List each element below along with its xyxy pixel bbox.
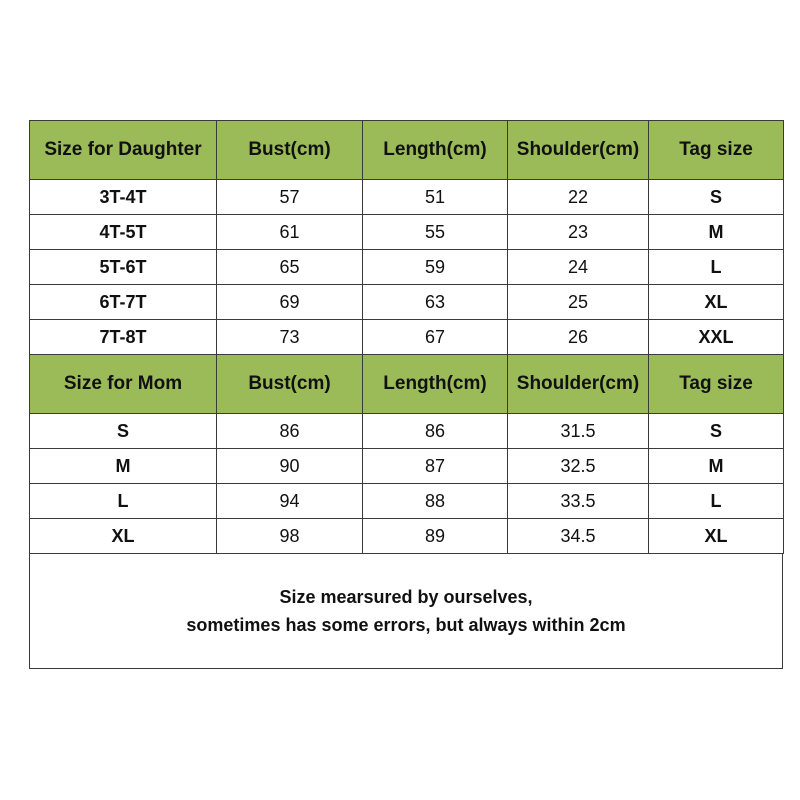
shoulder-cell: 31.5	[508, 414, 649, 449]
tag-size-cell: XL	[649, 519, 784, 554]
shoulder-cell: 32.5	[508, 449, 649, 484]
bust-cell: 61	[217, 215, 363, 250]
header-cell: Bust(cm)	[217, 355, 363, 414]
shoulder-cell: 23	[508, 215, 649, 250]
header-cell: Length(cm)	[363, 121, 508, 180]
bust-cell: 98	[217, 519, 363, 554]
length-cell: 88	[363, 484, 508, 519]
tag-size-cell: S	[649, 180, 784, 215]
table-row	[30, 484, 784, 519]
length-cell: 89	[363, 519, 508, 554]
bust-cell: 69	[217, 285, 363, 320]
mom-header-row	[30, 355, 784, 414]
size-cell: S	[30, 414, 217, 449]
size-chart	[29, 120, 783, 669]
tag-size-cell: M	[649, 215, 784, 250]
tag-size-cell: XL	[649, 285, 784, 320]
header-cell: Tag size	[649, 355, 784, 414]
daughter-header-row	[30, 121, 784, 180]
shoulder-cell: 26	[508, 320, 649, 355]
length-cell: 63	[363, 285, 508, 320]
length-cell: 55	[363, 215, 508, 250]
table-row	[30, 250, 784, 285]
header-cell: Shoulder(cm)	[508, 121, 649, 180]
header-cell: Size for Daughter	[30, 121, 217, 180]
table-row	[30, 180, 784, 215]
length-cell: 87	[363, 449, 508, 484]
size-cell: M	[30, 449, 217, 484]
header-cell: Bust(cm)	[217, 121, 363, 180]
table-row	[30, 285, 784, 320]
length-cell: 59	[363, 250, 508, 285]
tag-size-cell: L	[649, 250, 784, 285]
size-cell: 7T-8T	[30, 320, 217, 355]
tag-size-cell: M	[649, 449, 784, 484]
bust-cell: 73	[217, 320, 363, 355]
header-cell: Tag size	[649, 121, 784, 180]
table-row	[30, 215, 784, 250]
tag-size-cell: L	[649, 484, 784, 519]
shoulder-cell: 24	[508, 250, 649, 285]
shoulder-cell: 34.5	[508, 519, 649, 554]
size-cell: L	[30, 484, 217, 519]
bust-cell: 86	[217, 414, 363, 449]
length-cell: 51	[363, 180, 508, 215]
size-cell: 3T-4T	[30, 180, 217, 215]
length-cell: 67	[363, 320, 508, 355]
shoulder-cell: 33.5	[508, 484, 649, 519]
bust-cell: 65	[217, 250, 363, 285]
header-cell: Size for Mom	[30, 355, 217, 414]
tag-size-cell: S	[649, 414, 784, 449]
bust-cell: 90	[217, 449, 363, 484]
table-row	[30, 414, 784, 449]
size-table	[29, 120, 784, 554]
table-row	[30, 320, 784, 355]
bust-cell: 94	[217, 484, 363, 519]
size-cell: 6T-7T	[30, 285, 217, 320]
shoulder-cell: 22	[508, 180, 649, 215]
size-cell: XL	[30, 519, 217, 554]
note-line-2: sometimes has some errors, but always within 2cm	[186, 615, 626, 635]
size-cell: 5T-6T	[30, 250, 217, 285]
bust-cell: 57	[217, 180, 363, 215]
length-cell: 86	[363, 414, 508, 449]
shoulder-cell: 25	[508, 285, 649, 320]
size-cell: 4T-5T	[30, 215, 217, 250]
tag-size-cell: XXL	[649, 320, 784, 355]
header-cell: Length(cm)	[363, 355, 508, 414]
table-row	[30, 519, 784, 554]
table-row	[30, 449, 784, 484]
note-line-1: Size mearsured by ourselves,	[279, 587, 533, 607]
measurement-note	[29, 554, 783, 669]
header-cell: Shoulder(cm)	[508, 355, 649, 414]
